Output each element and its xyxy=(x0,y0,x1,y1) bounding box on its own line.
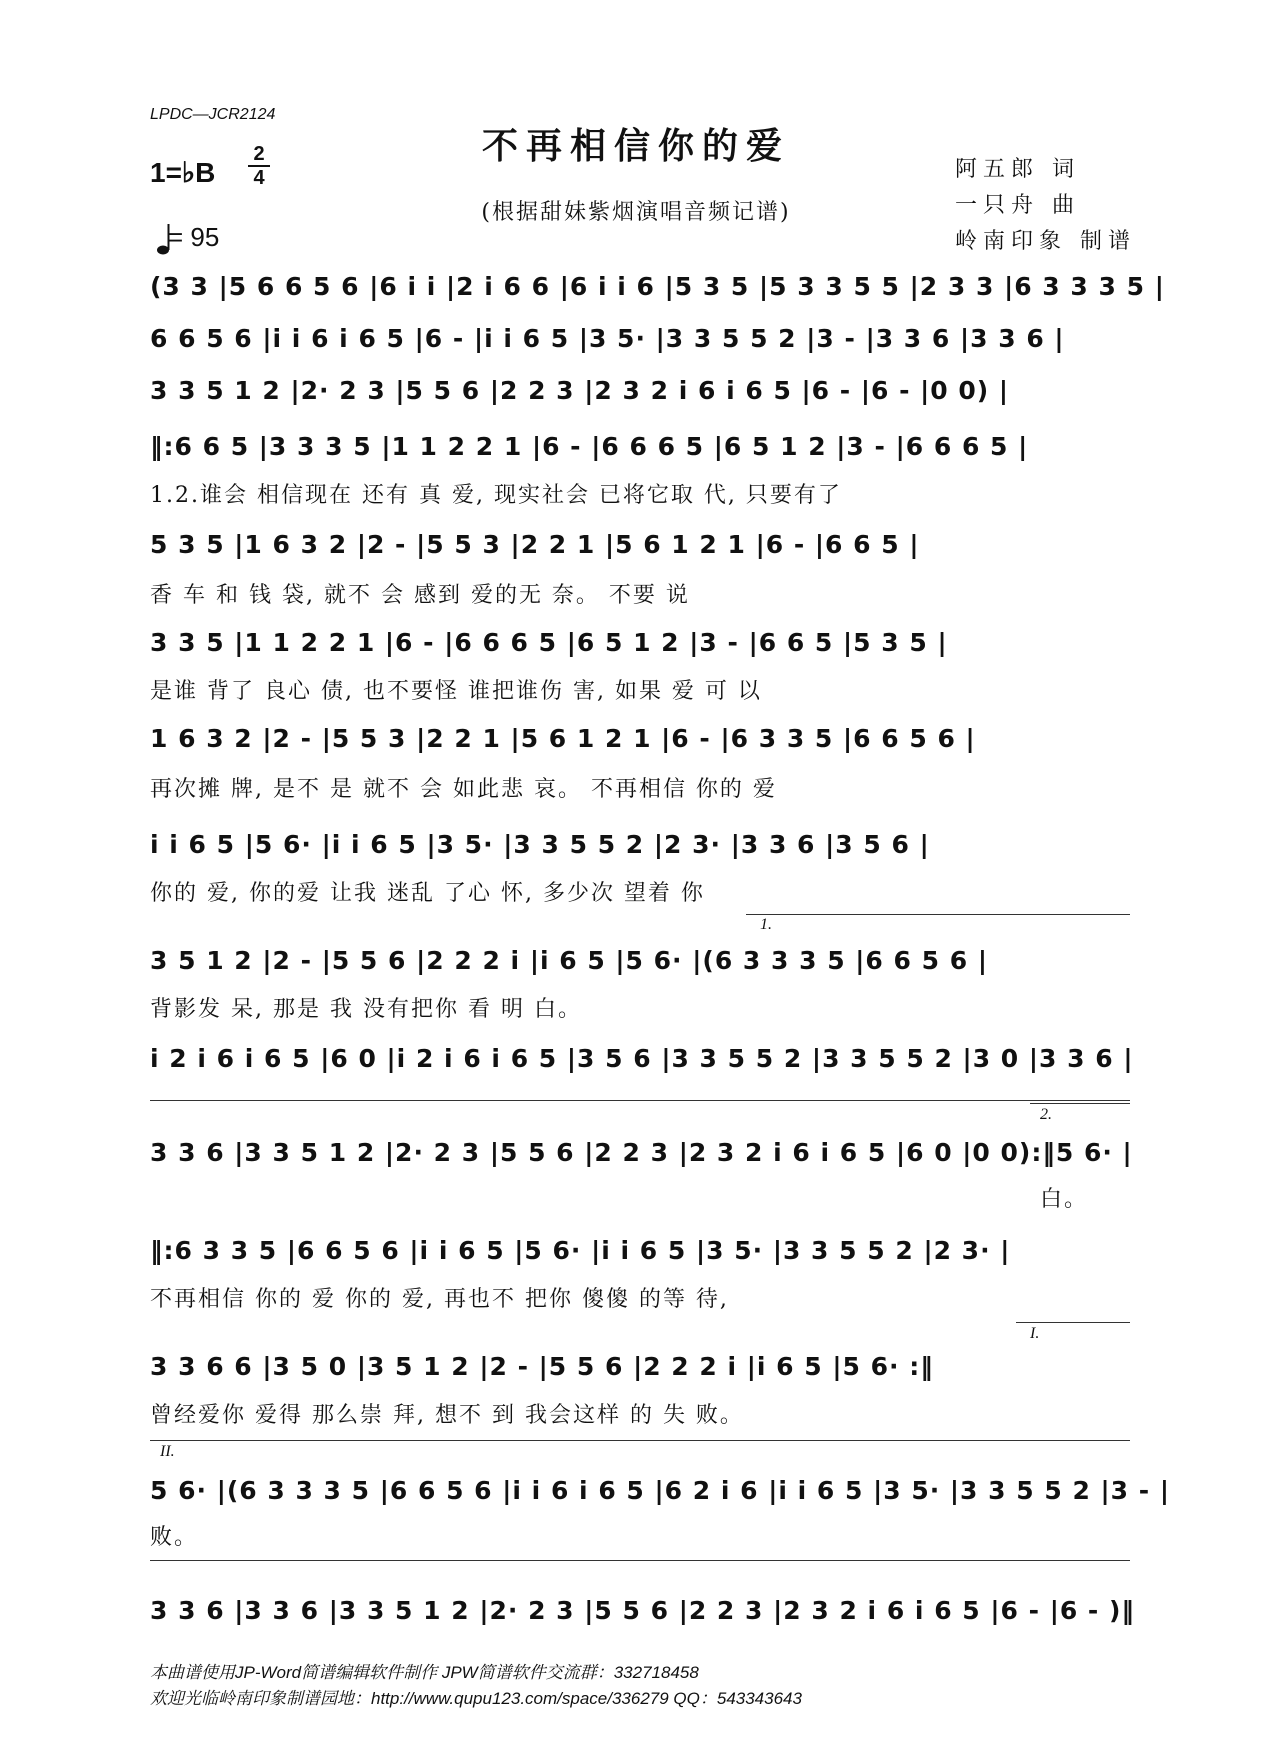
transcriber: 岭南印象 制谱 xyxy=(955,229,1136,254)
notation-line-7: 1 6 3 2 |2 - |5 5 3 |2 2 1 |5 6 1 2 1 |6 - |6 3 3 5 |6 6 5 6 | xyxy=(150,724,976,753)
notation-line-2: 6 6 5 6 |i i 6 i 6 5 |6 - |i i 6 5 |3 5· |3 3 5 5 2 |3 - |3 3 6 |3 3 6 | xyxy=(150,324,1065,353)
notation-line-15: 3 3 6 |3 3 6 |3 3 5 1 2 |2· 2 3 |5 5 6 |2 2 3 |2 3 2 i 6 i 6 5 |6 - |6 - )‖ xyxy=(150,1596,1135,1625)
footer-line-1: 本曲谱使用JP-Word简谱编辑软件制作 JPW简谱软件交流群：332718458 xyxy=(150,1663,699,1682)
notation-line-3: 3 3 5 1 2 |2· 2 3 |5 5 6 |2 2 3 |2 3 2 i 6 i 6 5 |6 - |6 - |0 0) | xyxy=(150,376,1010,405)
lyric-line-4: 1.2.谁会 相信现在 还有 真 爱, 现实社会 已将它取 代, 只要有了 xyxy=(150,483,842,508)
notation-line-11: 3 3 6 |3 3 5 1 2 |2· 2 3 |5 5 6 |2 2 3 |2 3 2 i 6 i 6 5 |6 0 |0 0):‖5 6· | xyxy=(150,1138,1133,1167)
time-signature xyxy=(248,144,270,188)
notation-line-9: 3 5 1 2 |2 - |5 5 6 |2 2 2 i |i 6 5 |5 6· |(6 3 3 3 5 |6 6 5 6 | xyxy=(150,946,988,975)
notation-line-6: 3 3 5 |1 1 2 2 1 |6 - |6 6 6 5 |6 5 1 2 |3 - |6 6 5 |5 3 5 | xyxy=(150,628,948,657)
volta-label-1: 1. xyxy=(760,916,772,933)
notation-line-8: i i 6 5 |5 6· |i i 6 5 |3 5· |3 3 5 5 2 |2 3· |3 3 6 |3 5 6 | xyxy=(150,830,930,859)
separator-rule-2 xyxy=(150,1560,1130,1561)
composer: 一只舟 曲 xyxy=(955,193,1080,218)
tempo-marking: = 95 xyxy=(168,222,220,252)
notation-line-1: (3 3 |5 6 6 5 6 |6 i i |2 i 6 6 |6 i i 6 |5 3 5 |5 3 3 5 5 |2 3 3 |6 3 3 3 5 | xyxy=(150,272,1165,301)
separator-rule-1 xyxy=(150,1100,1130,1101)
volta-bracket-3 xyxy=(1016,1322,1130,1323)
lyric-line-13: 曾经爱你 爱得 那么崇 拜, 想不 到 我会这样 的 失 败。 xyxy=(150,1403,744,1428)
notation-line-13: 3 3 6 6 |3 5 0 |3 5 1 2 |2 - |5 5 6 |2 2 2 i |i 6 5 |5 6· :‖ xyxy=(150,1352,934,1381)
volta-bracket-1 xyxy=(746,914,1130,915)
volta-label-4: II. xyxy=(160,1443,175,1460)
lyric-line-8: 你的 爱, 你的爱 让我 迷乱 了心 怀, 多少次 望着 你 xyxy=(150,881,705,906)
notation-line-14: 5 6· |(6 3 3 3 5 |6 6 5 6 |i i 6 i 6 5 |6 2 i 6 |i i 6 5 |3 5· |3 3 5 5 2 |3 - | xyxy=(150,1476,1170,1505)
time-signature-top: 2 xyxy=(253,143,265,165)
lyric-line-7: 再次摊 牌, 是不 是 就不 会 如此悲 哀。 不再相信 你的 爱 xyxy=(150,777,777,802)
lyric-line-11: 白。 xyxy=(1040,1187,1089,1212)
notation-line-5: 5 3 5 |1 6 3 2 |2 - |5 5 3 |2 2 1 |5 6 1 2 1 |6 - |6 6 5 | xyxy=(150,530,920,559)
song-title: 不再相信你的爱 xyxy=(481,125,790,167)
notation-line-12: ‖:6 3 3 5 |6 6 5 6 |i i 6 5 |5 6· |i i 6 5 |3 5· |3 3 5 5 2 |2 3· | xyxy=(150,1236,1011,1265)
footer-line-2: 欢迎光临岭南印象制谱园地：http://www.qupu123.com/space/336279 QQ：543343643 xyxy=(150,1689,802,1708)
subtitle: (根据甜妹紫烟演唱音频记谱) xyxy=(481,200,791,225)
lyric-line-12: 不再相信 你的 爱 你的 爱, 再也不 把你 傻傻 的等 待, xyxy=(150,1287,729,1312)
time-signature-bottom: 4 xyxy=(253,167,265,189)
lyric-line-14: 败。 xyxy=(150,1525,199,1550)
lyric-line-5: 香 车 和 钱 袋, 就不 会 感到 爱的无 奈。 不要 说 xyxy=(150,583,690,608)
notation-line-4: ‖:6 6 5 |3 3 3 5 |1 1 2 2 1 |6 - |6 6 6 5 |6 5 1 2 |3 - |6 6 6 5 | xyxy=(150,432,1029,461)
score-code: LPDC—JCR2124 xyxy=(150,106,276,123)
lyricist: 阿五郎 词 xyxy=(955,157,1080,182)
key-signature: 1=♭B xyxy=(150,157,216,188)
volta-label-2: 2. xyxy=(1040,1106,1052,1123)
volta-label-3: I. xyxy=(1030,1325,1040,1342)
notation-line-10: i 2 i 6 i 6 5 |6 0 |i 2 i 6 i 6 5 |3 5 6 |3 3 5 5 2 |3 3 5 5 2 |3 0 |3 3 6 | xyxy=(150,1044,1134,1073)
credits xyxy=(955,152,1155,260)
lyric-line-6: 是谁 背了 良心 债, 也不要怪 谁把谁伤 害, 如果 爱 可 以 xyxy=(150,679,762,704)
volta-bracket-4 xyxy=(150,1440,1130,1441)
volta-bracket-2 xyxy=(1030,1103,1130,1104)
lyric-line-9: 背影发 呆, 那是 我 没有把你 看 明 白。 xyxy=(150,997,582,1022)
